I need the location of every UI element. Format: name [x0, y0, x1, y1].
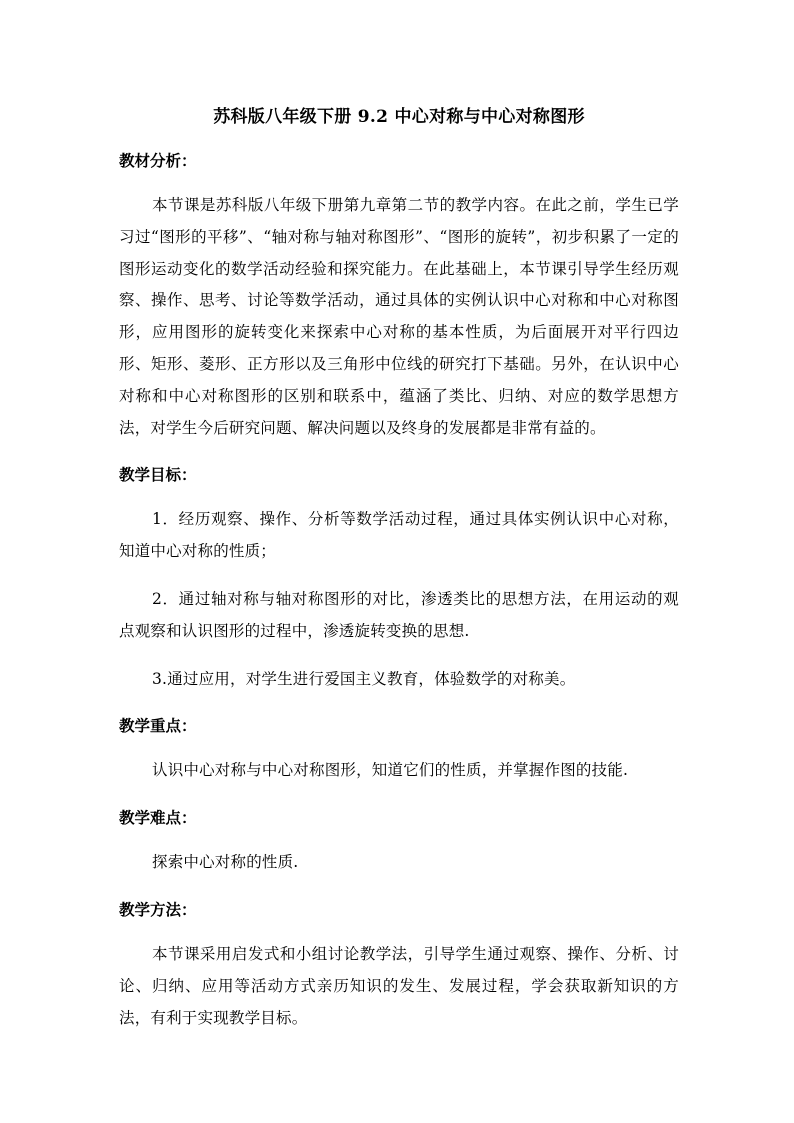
section-heading-teaching-goals: 教学目标： — [119, 465, 197, 485]
spacer — [119, 833, 679, 847]
spacer — [119, 648, 679, 664]
spacer — [119, 787, 679, 803]
section-heading-key-points: 教学重点： — [119, 716, 197, 736]
spacer — [119, 134, 679, 146]
paragraph-goal-3: 3.通过应用，对学生进行爱国主义教育，体验数学的对称美。 — [152, 669, 576, 688]
spacer — [119, 741, 679, 755]
spacer — [119, 176, 679, 190]
spacer — [119, 568, 679, 584]
spacer — [119, 925, 679, 939]
section-heading-teaching-methods: 教学方法： — [119, 899, 197, 919]
document-page — [119, 100, 679, 1034]
paragraph-textbook-analysis: 本节课是苏科版八年级下册第九章第二节的教学内容。在此之前，学生已学习过“图形的平移”、“轴对称与轴对称图形”、“图形的旋转”，初步积累了一定的图形运动变化的数学活动经验和探究能力。在此基础上，本节课引导学生经历观察、操作、思考、讨论等数学活动，通过具体的实例认识中心对称和中心对称图形，应用图形的旋转变化来探索中心对称的基本性质，为后面展开对平行四边形、矩形、菱形、正方形以及三角形中位线的研究打下基础。另外，在认识中心对称和中心对称图形的区别和联系中，蕴涵了类比、归纳、对应的数学思想方法，对学生今后研究问题、解决问题以及终身的发展都是非常有益的。 — [119, 196, 679, 437]
spacer — [119, 444, 679, 460]
section-heading-difficulties: 教学难点： — [119, 808, 197, 828]
paragraph-key-points: 认识中心对称与中心对称图形，知道它们的性质，并掌握作图的技能. — [152, 761, 629, 780]
paragraph-difficulties: 探索中心对称的性质. — [152, 853, 299, 872]
paragraph-teaching-methods: 本节课采用启发式和小组讨论教学法，引导学生通过观察、操作、分析、讨论、归纳、应用等活动方式亲历知识的发生、发展过程，学会获取新知识的方法，有利于实现教学目标。 — [119, 944, 679, 1027]
spacer — [119, 879, 679, 895]
spacer — [119, 490, 679, 504]
section-heading-textbook-analysis: 教材分析： — [119, 151, 197, 170]
document-title: 苏科版八年级下册 9.2 中心对称与中心对称图形 — [213, 107, 585, 127]
spacer — [119, 695, 679, 711]
paragraph-goal-1: 1．经历观察、操作、分析等数学活动过程，通过具体实例认识中心对称，知道中心对称的性质； — [119, 510, 679, 561]
paragraph-goal-2: 2．通过轴对称与轴对称图形的对比，渗透类比的思想方法，在用运动的观点观察和认识图形的过程中，渗透旋转变换的思想. — [119, 589, 679, 640]
